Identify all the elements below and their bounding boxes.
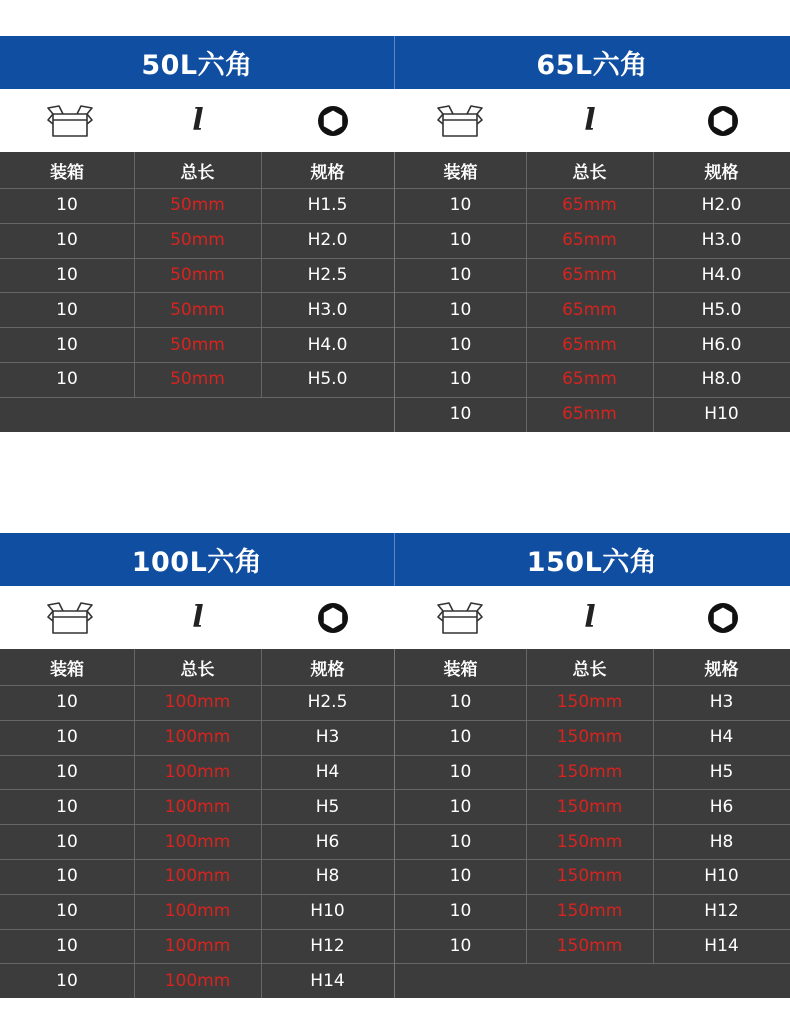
hexagon-icon [693, 586, 753, 649]
spec-cell: H5.0 [701, 299, 742, 320]
title-bar [0, 36, 790, 89]
box-count-cell: 10 [56, 195, 78, 216]
box-count-cell: 10 [56, 264, 78, 285]
box-count-cell: 10 [56, 935, 78, 956]
spec-cell: H8 [315, 866, 340, 887]
column-header: 装箱 [50, 162, 84, 183]
box-icon [40, 89, 100, 152]
table-title: 150L六角 [526, 547, 658, 578]
box-count-cell: 10 [56, 970, 78, 991]
column-header: 总长 [572, 162, 607, 183]
length-cell: 150mm [556, 796, 623, 817]
column-divider [526, 649, 527, 963]
length-cell: 65mm [562, 404, 617, 425]
length-cell: 65mm [562, 195, 617, 216]
hexagon-icon [693, 89, 753, 152]
table-divider [394, 152, 395, 432]
length-cell: 150mm [556, 692, 623, 713]
column-header: 总长 [572, 659, 607, 680]
length-cell: 100mm [164, 970, 231, 991]
spec-cell: H5.0 [307, 369, 348, 390]
box-count-cell: 10 [56, 727, 78, 748]
column-header: 装箱 [50, 659, 84, 680]
column-header: 规格 [704, 659, 739, 680]
box-count-cell: 10 [449, 264, 472, 285]
spec-cell: H5 [315, 796, 340, 817]
box-count-cell: 10 [449, 761, 472, 782]
box-count-cell: 10 [449, 935, 472, 956]
icon-row [0, 586, 790, 649]
box-count-cell: 10 [449, 692, 472, 713]
length-cell: 100mm [164, 692, 231, 713]
column-header: 总长 [180, 162, 215, 183]
table-title: 65L六角 [536, 50, 648, 81]
length-cell: 100mm [164, 866, 231, 887]
box-count-cell: 10 [449, 299, 472, 320]
box-count-cell: 10 [449, 195, 472, 216]
title-divider [394, 36, 395, 89]
spec-cell: H12 [310, 935, 345, 956]
table-title: 50L六角 [141, 50, 253, 81]
spec-cell: H14 [704, 935, 739, 956]
spec-cell: H6.0 [701, 334, 742, 355]
spec-cell: H8 [709, 831, 734, 852]
length-cell: 150mm [556, 761, 623, 782]
length-cell: 50mm [170, 264, 225, 285]
spec-table [0, 152, 790, 432]
hexagon-icon [303, 89, 363, 152]
column-divider [261, 649, 262, 998]
column-divider [134, 649, 135, 998]
box-count-cell: 10 [449, 727, 472, 748]
column-divider [526, 152, 527, 432]
spec-cell: H12 [704, 901, 739, 922]
spec-cell: H10 [704, 404, 739, 425]
spec-cell: H10 [704, 866, 739, 887]
column-header: 规格 [310, 162, 345, 183]
spec-cell: H6 [315, 831, 340, 852]
spec-table [0, 649, 790, 998]
length-cell: 50mm [170, 230, 225, 251]
column-header: 装箱 [443, 659, 478, 680]
length-glyph: l [192, 600, 204, 635]
column-divider [134, 152, 135, 397]
box-count-cell: 10 [56, 334, 78, 355]
length-cell: 150mm [556, 935, 623, 956]
spec-cell: H1.5 [307, 195, 348, 216]
box-icon [430, 89, 490, 152]
spec-cell: H3.0 [307, 299, 348, 320]
length-cell: 50mm [170, 334, 225, 355]
column-divider [653, 649, 654, 963]
column-header: 装箱 [443, 162, 478, 183]
box-count-cell: 10 [56, 831, 78, 852]
box-count-cell: 10 [449, 334, 472, 355]
icon-row [0, 89, 790, 152]
length-cell: 50mm [170, 299, 225, 320]
box-count-cell: 10 [56, 369, 78, 390]
length-glyph: l [584, 600, 596, 635]
length-cell: 100mm [164, 935, 231, 956]
column-header: 总长 [180, 659, 215, 680]
section-2 [0, 533, 790, 998]
box-count-cell: 10 [56, 761, 78, 782]
spec-cell: H5 [709, 761, 734, 782]
box-count-cell: 10 [56, 901, 78, 922]
spec-cell: H4 [709, 727, 734, 748]
length-glyph: l [192, 103, 204, 138]
spec-cell: H2.0 [307, 230, 348, 251]
box-count-cell: 10 [56, 230, 78, 251]
column-divider [653, 152, 654, 432]
spec-cell: H3 [315, 727, 340, 748]
box-count-cell: 10 [56, 692, 78, 713]
length-l-icon [168, 89, 228, 152]
row-divider [395, 963, 790, 964]
spec-cell: H4.0 [701, 264, 742, 285]
spec-cell: H2.5 [307, 264, 348, 285]
table-title: 100L六角 [131, 547, 263, 578]
length-cell: 100mm [164, 901, 231, 922]
column-header: 规格 [704, 162, 739, 183]
spec-cell: H3.0 [701, 230, 742, 251]
box-count-cell: 10 [449, 866, 472, 887]
box-count-cell: 10 [449, 796, 472, 817]
length-cell: 100mm [164, 727, 231, 748]
spec-cell: H14 [310, 970, 345, 991]
length-cell: 150mm [556, 866, 623, 887]
spec-cell: H6 [709, 796, 734, 817]
spec-cell: H3 [709, 692, 734, 713]
box-count-cell: 10 [56, 866, 78, 887]
box-count-cell: 10 [449, 404, 472, 425]
box-icon [40, 586, 100, 649]
spec-cell: H2.0 [701, 195, 742, 216]
length-l-icon [560, 89, 620, 152]
spec-cell: H10 [310, 901, 345, 922]
length-cell: 50mm [170, 369, 225, 390]
box-count-cell: 10 [449, 230, 472, 251]
column-header: 规格 [310, 659, 345, 680]
title-divider [394, 533, 395, 586]
length-cell: 150mm [556, 831, 623, 852]
section-1 [0, 36, 790, 432]
box-count-cell: 10 [449, 831, 472, 852]
length-cell: 65mm [562, 230, 617, 251]
length-cell: 100mm [164, 831, 231, 852]
row-divider [0, 397, 394, 398]
spec-cell: H4 [315, 761, 340, 782]
length-cell: 100mm [164, 761, 231, 782]
box-icon [430, 586, 490, 649]
column-divider [261, 152, 262, 397]
box-count-cell: 10 [56, 796, 78, 817]
length-cell: 65mm [562, 334, 617, 355]
length-glyph: l [584, 103, 596, 138]
box-count-cell: 10 [449, 901, 472, 922]
length-l-icon [168, 586, 228, 649]
spec-cell: H4.0 [307, 334, 348, 355]
length-cell: 150mm [556, 727, 623, 748]
title-bar [0, 533, 790, 586]
length-cell: 150mm [556, 901, 623, 922]
spec-cell: H8.0 [701, 369, 742, 390]
length-cell: 50mm [170, 195, 225, 216]
length-cell: 100mm [164, 796, 231, 817]
length-l-icon [560, 586, 620, 649]
box-count-cell: 10 [56, 299, 78, 320]
hexagon-icon [303, 586, 363, 649]
length-cell: 65mm [562, 369, 617, 390]
table-divider [394, 649, 395, 998]
box-count-cell: 10 [449, 369, 472, 390]
length-cell: 65mm [562, 299, 617, 320]
length-cell: 65mm [562, 264, 617, 285]
spec-cell: H2.5 [307, 692, 348, 713]
